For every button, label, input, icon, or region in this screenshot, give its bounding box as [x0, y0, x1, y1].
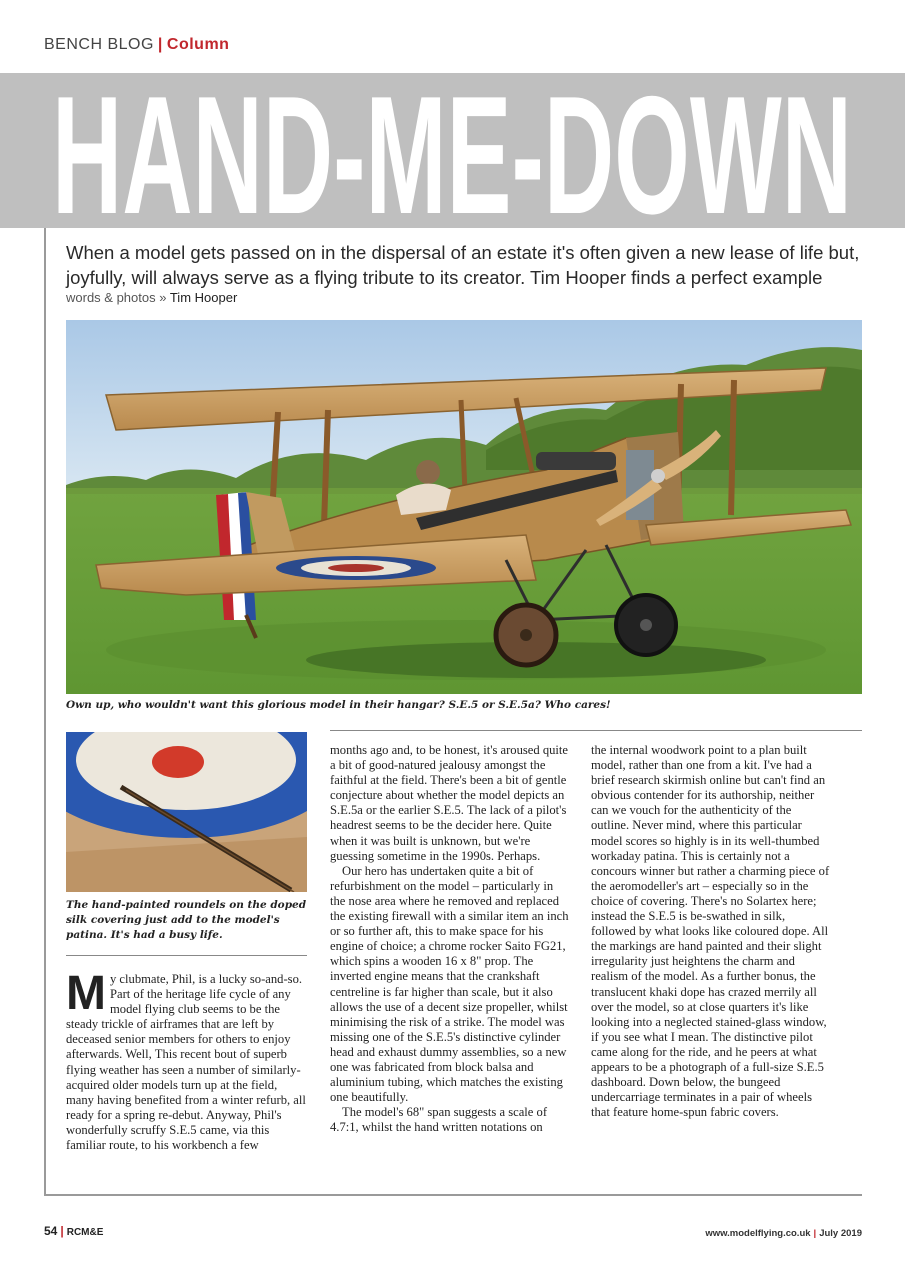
section-name: BENCH BLOG	[44, 36, 154, 53]
website-url: www.modelflying.co.uk	[705, 1228, 811, 1239]
headline-svg	[0, 73, 905, 228]
main-photo-caption: Own up, who wouldn't want this glorious model in their hangar? S.E.5 or S.E.5a? Who cares!	[66, 699, 611, 711]
frame-rule-bottom	[44, 1194, 862, 1196]
caption-rule-small	[66, 955, 307, 956]
headline-band	[0, 73, 905, 228]
body-column-1	[66, 967, 308, 1153]
issue-date: July 2019	[819, 1228, 862, 1239]
body-column-2	[330, 743, 570, 1135]
article-title: HAND-ME-DOWN	[52, 73, 852, 228]
drop-cap: M	[66, 967, 106, 1020]
caption-rule	[330, 730, 862, 731]
col2-paragraph-2: Our hero has undertaken quite a bit of refurbishment on the model – particularly in the nose area where he removed and replaced the existing firewall with a similar item an inch or so further aft, this to make space for his engine of choice; a chrome rocker Saito FG21, which spins a wooden 16 x 8" prop. The inverted engine means that the crankshaft centreline is far higher than scale, but it also allows the use of a decent size propeller, whilst minimising the risk of a strike. The model was missing one of the S.E.5's distinctive cylinder head and exhaust dummy assemblies, so a new one was fabricated from block balsa and aluminium tubing, which matches the existing one beautifully.	[330, 863, 569, 1105]
col1-paragraph-1: y clubmate, Phil, is a lucky so-and-so. Part of the heritage life cycle of any model flying club seems to be the steady trickle of airframes that are left by deceased senior members for others to enjoy afterwards. Well, This recent bout of superb flying weather has seen a number of similarly-acquired older models turn up at the field, many having benefited from a winter refurb, all ready for a spring re-debut. Anyway, Phil's wonderfully scruffy S.E.5 came, via this familiar route, to his workbench a few	[66, 972, 306, 1153]
col2-paragraph-3: The model's 68" span suggests a scale of 4.7:1, whilst the hand written notations on	[330, 1105, 548, 1135]
byline-author: Tim Hooper	[169, 290, 238, 305]
category-label: Column	[166, 36, 230, 53]
col3-paragraph-1: the internal woodwork point to a plan built model, rather than one from a kit. I've had a brief research skirmish online but can't find an obvious contender for its authorship, neither can we vouch for the authenticity of the outline. Never mind, where this particular model scores so highly is in its well-thumbed workaday patina. This is certainly not a concours winner but rather a charming piece of the aeromodeller's art – especially so in the choice of covering. There's no Solartex here; instead the S.E.5 is be-swathed in silk, followed by what looks like coloured dope. All the markings are hand painted and their slight irregularity just heightens the charm and realism of the model. As a further bonus, the translucent khaki dope has crazed merrily all over the model, so at close quarters it's like looking into a neglected stained-glass window, if you see what I mean. The distinctive pilot came along for the ride, and he peers at what appears to be a photograph of a full-size S.E.5 dashboard. Down below, the bungeed undercarriage terminates in a pair of wheels that feature home-spun fabric covers.	[591, 743, 830, 1120]
page-number: 54	[44, 1224, 58, 1238]
section-kicker	[44, 36, 229, 54]
col2-paragraph-1: months ago and, to be honest, it's aroused quite a bit of good-natured jealousy amongst the faithful at the field. There's been a bit of gentle conjecture about whether the model depicts an S.E.5a or the earlier S.E.5. The lack of a pilot's headrest seems to be the decider here. Quite when it was built is unknown, but we're guessing sometime in the 1990s. Perhaps.	[330, 743, 569, 863]
footer-separator-right: |	[813, 1228, 817, 1239]
byline	[66, 290, 237, 305]
frame-rule-left	[44, 228, 46, 1196]
footer-separator: |	[60, 1224, 64, 1238]
standfirst: When a model gets passed on in the dispersal of an estate it's often given a new lease of life but, joyfully, will always serve as a flying tribute to its creator. Tim Hooper finds a perfect example	[66, 242, 860, 288]
magazine-name: RCM&E	[66, 1227, 104, 1238]
byline-label: words & photos »	[66, 290, 167, 305]
footer-folio	[44, 1224, 103, 1238]
roundel-photo	[66, 732, 307, 892]
biplane-photo	[66, 320, 862, 694]
body-column-3	[591, 743, 831, 1120]
kicker-separator: |	[157, 36, 163, 53]
roundel-photo-caption: The hand-painted roundels on the doped silk covering just add to the model's patina. It's had a busy life.	[66, 899, 307, 941]
footer-issue	[705, 1228, 862, 1239]
